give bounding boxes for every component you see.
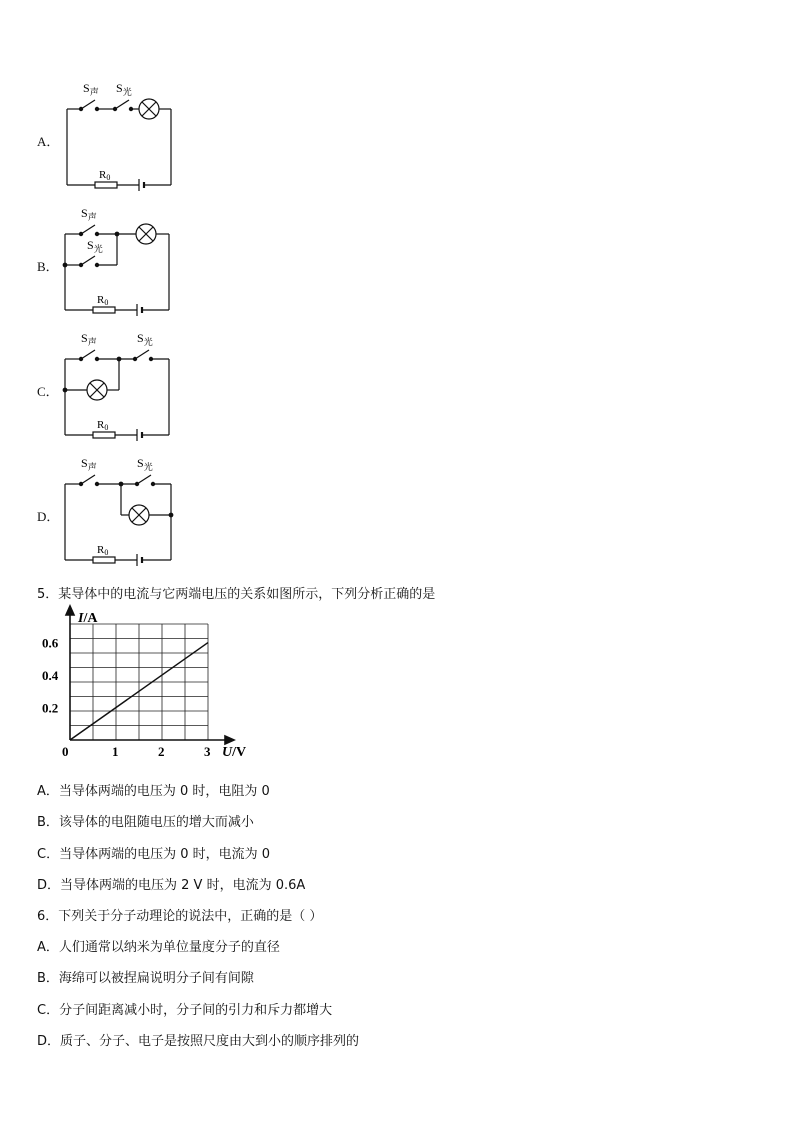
circuit-diagram-a [55, 78, 185, 193]
q5-stem: 5．某导体中的电流与它两端电压的关系如图所示，下列分析正确的是 [37, 587, 436, 602]
option-d-label: D． [37, 509, 60, 524]
svg-text:R0: R0 [97, 294, 109, 307]
y-tick-label: 0.2 [42, 700, 59, 716]
q6-option-d[interactable]: D．质子、分子、电子是按照尺度由大到小的顺序排列的 [37, 1034, 360, 1049]
q5-option-a[interactable]: A．当导体两端的电压为 0 时，电阻为 0 [37, 784, 270, 799]
y-tick-label: 0.6 [42, 635, 59, 651]
x-tick-label: 3 [204, 744, 211, 759]
iu-graph [40, 611, 247, 765]
q5-option-c[interactable]: C．当导体两端的电压为 0 时，电流为 0 [37, 847, 271, 862]
origin-label: 0 [62, 744, 69, 759]
circuit-diagram-c [55, 328, 185, 443]
y-axis-label: I/A [78, 611, 98, 626]
q6-option-a[interactable]: A．人们通常以纳米为单位量度分子的直径 [37, 940, 280, 955]
x-axis-label: U/V [222, 745, 247, 760]
resistor-a [95, 182, 117, 188]
svg-text:S光: $S_光$ [137, 331, 153, 347]
switch-light-b [81, 256, 95, 265]
switch-sound-a [81, 100, 95, 109]
svg-text:S光: $S_光$ [87, 238, 103, 254]
q5-option-b[interactable]: B．该导体的电阻随电压的增大而减小 [37, 815, 254, 830]
switch-light-d [137, 475, 151, 484]
x-tick-label: 2 [158, 744, 165, 759]
q6-option-b[interactable]: B．海绵可以被捏扁说明分子间有间隙 [37, 971, 254, 986]
svg-text:R0: R0 [97, 419, 109, 432]
svg-text:R0: R0 [97, 544, 109, 557]
svg-text:S声: $S_声$ [83, 81, 99, 97]
resistor-c [93, 432, 115, 438]
y-tick-label: 0.4 [42, 668, 59, 684]
q5-option-d[interactable]: D．当导体两端的电压为 2 V 时，电流为 0.6A [37, 878, 306, 893]
switch-sound-b [81, 225, 95, 234]
x-axis-arrow [225, 736, 234, 744]
q6-option-c[interactable]: C．分子间距离减小时，分子间的引力和斥力都增大 [37, 1003, 333, 1018]
switch-sound-c [81, 350, 95, 359]
svg-text:R0: R0 [99, 169, 111, 182]
x-tick-label: 1 [112, 744, 119, 759]
svg-text:S光: $S_光$ [137, 456, 153, 472]
switch-light-c [135, 350, 149, 359]
switch-light-a [115, 100, 129, 109]
circuit-diagram-b [55, 203, 185, 318]
svg-text:S声: $S_声$ [81, 456, 97, 472]
circuit-diagram-d [55, 453, 185, 568]
y-axis-arrow [66, 606, 74, 615]
q6-stem: 6．下列关于分子动理论的说法中，正确的是（ ） [37, 909, 323, 924]
svg-text:S声: $S_声$ [81, 206, 97, 222]
option-a-label: A． [37, 134, 60, 149]
switch-sound-d [81, 475, 95, 484]
option-c-label: C． [37, 384, 59, 399]
option-b-label: B． [37, 259, 59, 274]
resistor-b [93, 307, 115, 313]
svg-text:S光: $S_光$ [116, 81, 132, 97]
resistor-d [93, 557, 115, 563]
svg-text:S声: $S_声$ [81, 331, 97, 347]
